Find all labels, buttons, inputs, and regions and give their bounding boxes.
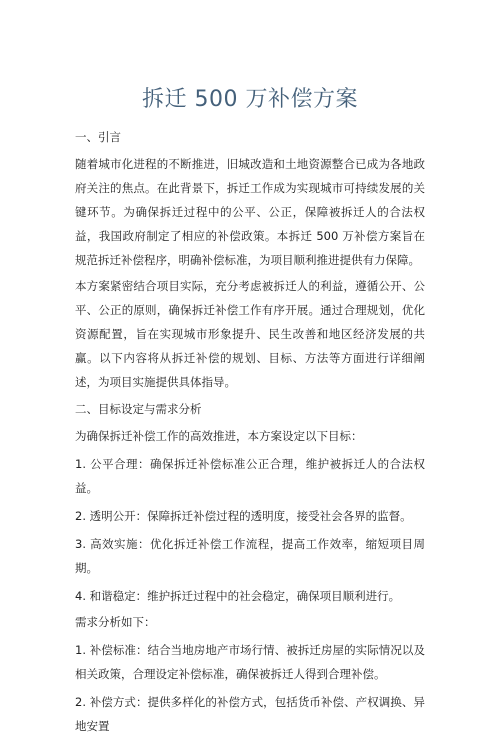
document-title: 拆迁 500 万补偿方案 bbox=[142, 87, 358, 112]
goal-item-4: 4. 和谐稳定：维护拆迁过程中的社会稳定，确保项目顺利进行。 bbox=[75, 589, 401, 603]
goals-intro: 为确保拆迁补偿工作的高效推进，本方案设定以下目标： bbox=[75, 429, 363, 443]
goal-item-3: 3. 高效实施：优化拆迁补偿工作流程，提高工作效率，缩短项目周期。 bbox=[75, 537, 425, 575]
need-item-1: 1. 补偿标准：结合当地房地产市场行情、被拆迁房屋的实际情况以及相关政策，合理设定补偿标准，确保被拆迁人得到合理补偿。 bbox=[75, 643, 425, 681]
need-item-2: 2. 补偿方式：提供多样化的补偿方式，包括货币补偿、产权调换、异地安置 bbox=[75, 695, 425, 733]
section-heading-intro: 一、引言 bbox=[75, 130, 121, 144]
needs-intro: 需求分析如下： bbox=[75, 615, 156, 629]
goal-item-1: 1. 公平合理：确保拆迁补偿标准公正合理，维护被拆迁人的合法权益。 bbox=[75, 457, 425, 495]
goal-item-2: 2. 透明公开：保障拆迁补偿过程的透明度，接受社会各界的监督。 bbox=[75, 509, 412, 523]
intro-paragraph-1: 随着城市化进程的不断推进，旧城改造和土地资源整合已成为各地政府关注的焦点。在此背景下，拆迁工作成为实现城市可持续发展的关键环节。为确保拆迁过程中的公平、公正，保障被拆迁人的合法权益，我国政府制定了相应的补偿政策。本拆迁 500 万补偿方案旨在规范拆迁补偿程序，明确补偿标准，为项目顺利推进提供有力保障。 bbox=[75, 157, 425, 267]
section-heading-goals: 二、目标设定与需求分析 bbox=[75, 402, 202, 416]
intro-paragraph-2: 本方案紧密结合项目实际，充分考虑被拆迁人的利益，遵循公开、公平、公正的原则，确保拆迁补偿工作有序开展。通过合理规划，优化资源配置，旨在实现城市形象提升、民生改善和地区经济发展的共赢。以下内容将从拆迁补偿的规划、目标、方法等方面进行详细阐述，为项目实施提供具体指导。 bbox=[75, 279, 425, 389]
document-body bbox=[75, 124, 425, 738]
